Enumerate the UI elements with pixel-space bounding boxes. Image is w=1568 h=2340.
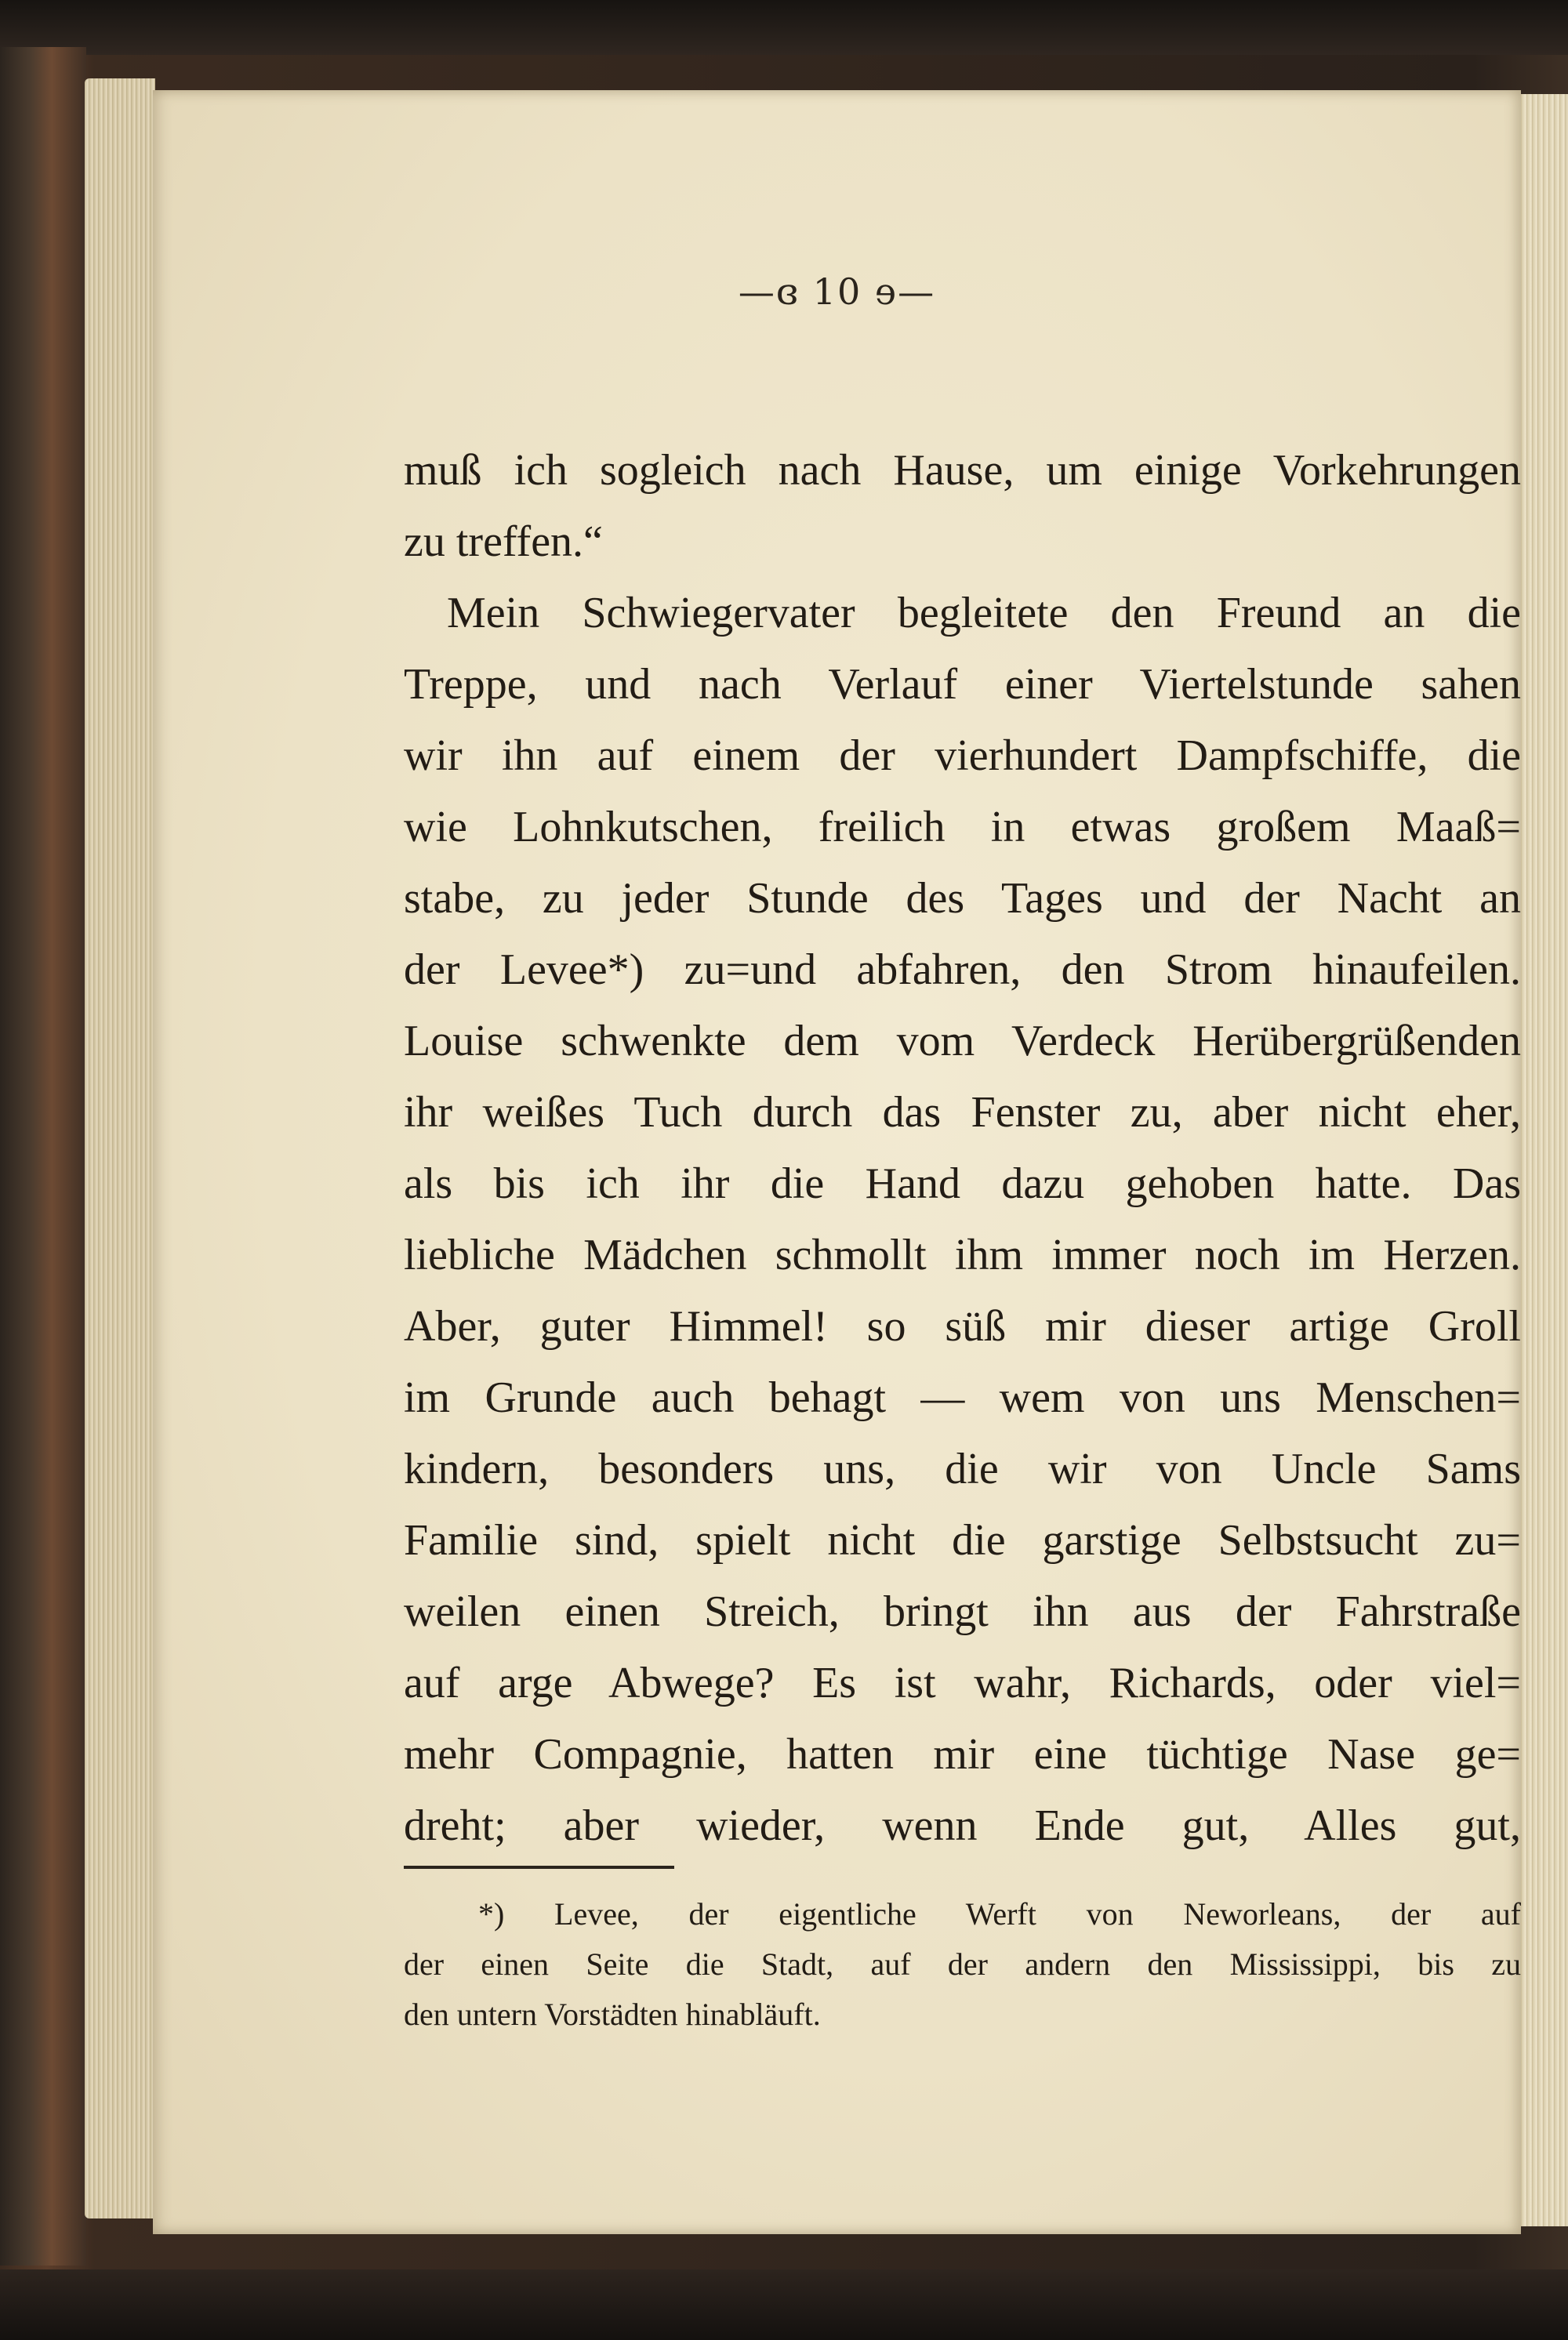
text-line: im Grunde auch behagt — wem von uns Menschen= [404, 1373, 1521, 1422]
text-line: auf arge Abwege? Es ist wahr, Richards, oder viel= [404, 1659, 1521, 1707]
text-line: Familie sind, spielt nicht die garstige Selbstsucht zu= [404, 1516, 1521, 1565]
text-line: als bis ich ihr die Hand dazu gehoben hatte. Das [404, 1159, 1521, 1208]
text-line: der Levee*) zu=und abfahren, den Strom hinaufeilen. [404, 945, 1521, 994]
footnote-divider [404, 1866, 674, 1869]
footnote-line: *) Levee, der eigentliche Werft von Neworleans, der auf [478, 1896, 1521, 1932]
page-edges-left [85, 78, 155, 2218]
text-line: stabe, zu jeder Stunde des Tages und der Nacht an [404, 874, 1521, 923]
cover-top-edge [0, 0, 1568, 55]
text-line: Mein Schwiegervater begleitete den Freund an die [447, 589, 1521, 637]
text-line: Treppe, und nach Verlauf einer Viertelstunde sahen [404, 660, 1521, 709]
text-line: muß ich sogleich nach Hause, um einige Vorkehrungen [404, 446, 1521, 495]
text-line: mehr Compagnie, hatten mir eine tüchtige Nase ge= [404, 1730, 1521, 1779]
footnote-line: der einen Seite die Stadt, auf der andern den Mississippi, bis zu [404, 1946, 1521, 1982]
text-line: kindern, besonders uns, die wir von Uncle Sams [404, 1445, 1521, 1493]
text-line: wir ihn auf einem der vierhundert Dampfschiffe, die [404, 731, 1521, 780]
text-line: liebliche Mädchen schmollt ihm immer noch im Herzen. [404, 1231, 1521, 1279]
cover-bottom-edge [0, 2269, 1568, 2340]
text-line: ihr weißes Tuch durch das Fenster zu, aber nicht eher, [404, 1088, 1521, 1137]
text-line: wie Lohnkutschen, freilich in etwas großem Maaß= [404, 803, 1521, 851]
text-line: Aber, guter Himmel! so süß mir dieser artige Groll [404, 1302, 1521, 1351]
text-line: zu treffen.“ [404, 517, 603, 566]
book-page [153, 90, 1521, 2234]
text-line: Louise schwenkte dem vom Verdeck Herübergrüßenden [404, 1017, 1521, 1065]
footnote-line: den untern Vorstädten hinabläuft. [404, 1997, 821, 2032]
page-number: —ɞ 10 ɘ— [738, 270, 936, 313]
footnote [404, 1889, 1521, 2040]
book-spine [0, 47, 86, 2266]
body-text [404, 435, 1521, 1862]
text-line: dreht; aber wieder, wenn Ende gut, Alles gut, [404, 1801, 1521, 1850]
text-line: weilen einen Streich, bringt ihn aus der Fahrstraße [404, 1587, 1521, 1636]
